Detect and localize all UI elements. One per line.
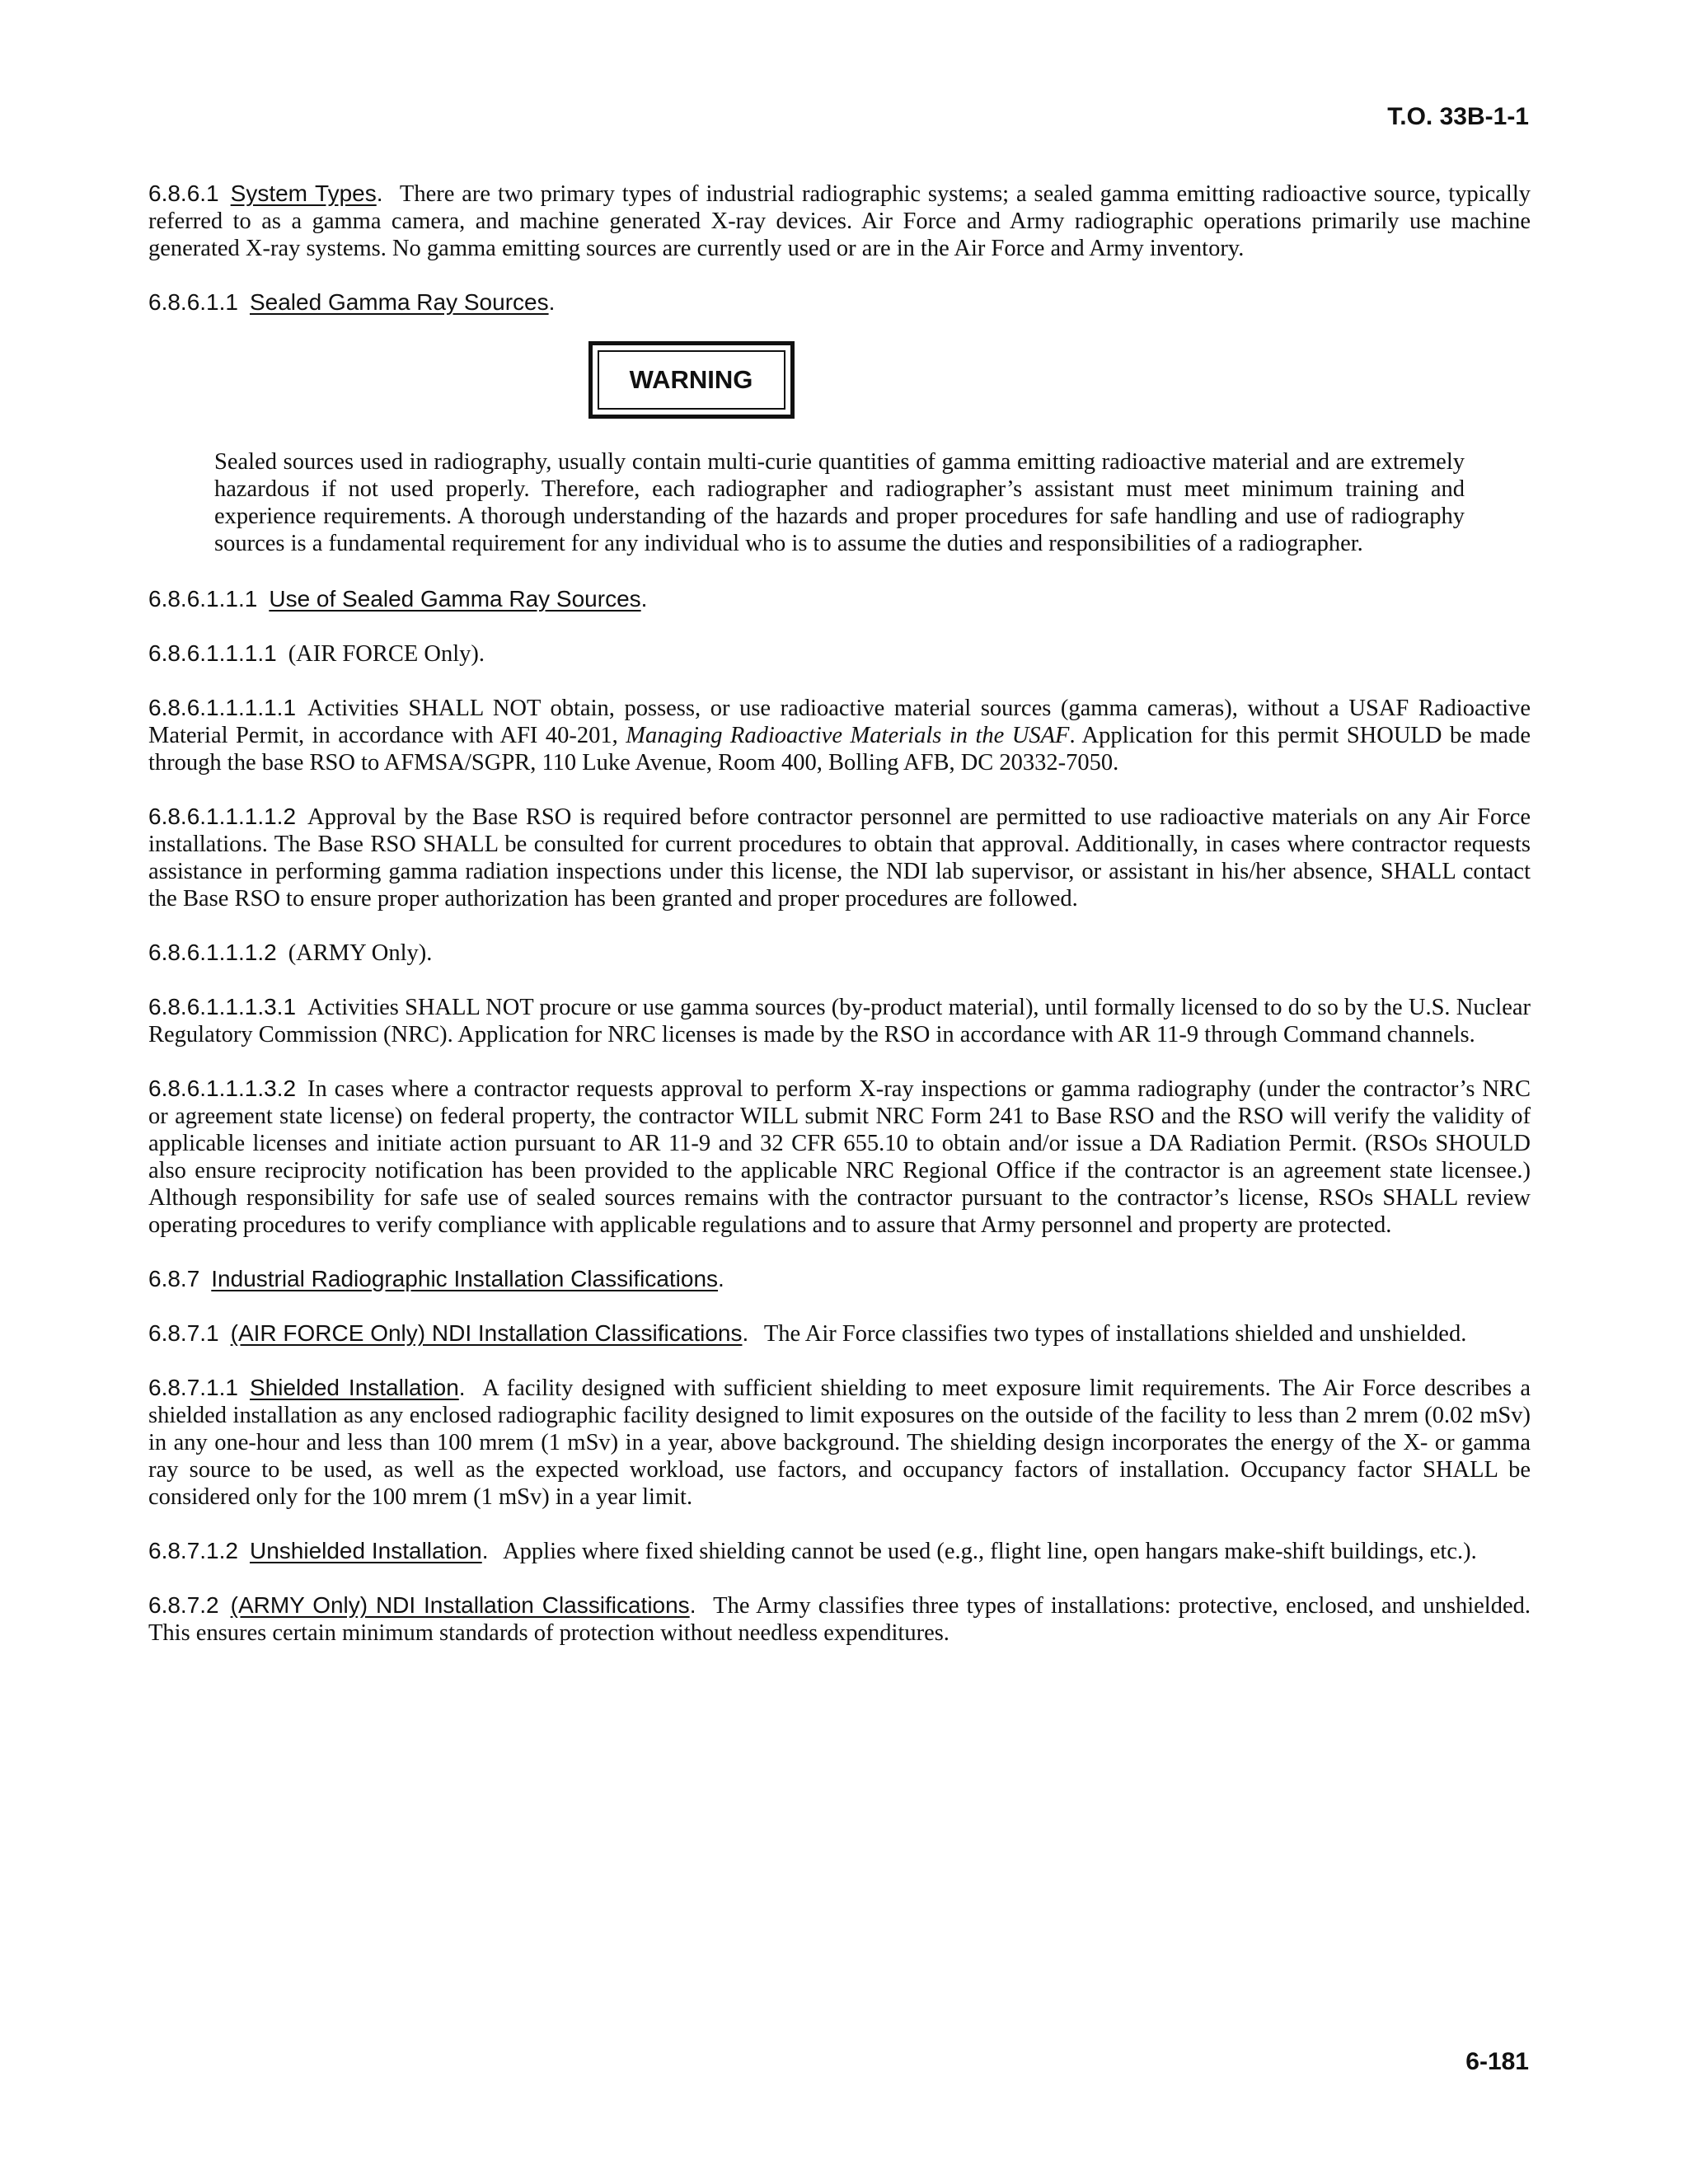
paragraph-number: 6.8.6.1	[148, 180, 219, 206]
page-number: 6-181	[1465, 2048, 1529, 2075]
paragraph-6-8-6-1-1	[148, 288, 1531, 316]
paragraph-6-8-6-1-1-1	[148, 585, 1531, 613]
paragraph-6-8-6-1-1-1-1	[148, 640, 1531, 668]
paragraph-6-8-6-1-1-1-1-1	[148, 694, 1531, 776]
title-period: .	[481, 1538, 489, 1563]
paragraph-text: Applies where fixed shielding cannot be used (e.g., flight line, open hangars make-shift buildings, etc.).	[503, 1539, 1477, 1564]
paragraph-number: 6.8.6.1.1.1.1.1	[148, 695, 297, 720]
paragraph-6-8-7	[148, 1265, 1531, 1293]
paragraph-text: The Air Force classifies two types of installations shielded and unshielded.	[763, 1321, 1467, 1347]
paragraph-number: 6.8.7.1	[148, 1320, 219, 1346]
warning-text: Sealed sources used in radiography, usually contain multi-curie quantities of gamma emitting radioactive material and are extremely hazardous if not used properly. Therefore, each radiographer and radiographer’s assistant must meet minimum training and experience requirements. A thorough understanding of the hazards and proper procedures for safe handling and use of radiography sources is a fundamental requirement for any individual who is to assume the duties and responsibilities of a radiographer.	[214, 449, 1465, 556]
title-period: .	[640, 586, 648, 612]
publication-title: Managing Radioactive Materials in the USAF	[626, 723, 1070, 748]
paragraph-number: 6.8.6.1.1.1.3.1	[148, 994, 297, 1019]
paragraph-text: Activities SHALL NOT obtain, possess, or use radioactive material sources (gamma cameras), without a USAF Radioactive Material Permit, in accordance with AFI 40-201,	[148, 696, 1531, 748]
title-period: .	[689, 1592, 696, 1618]
warning-box-container	[148, 341, 1531, 419]
paragraph-title: Shielded Installation	[249, 1375, 459, 1400]
warning-label: WARNING	[598, 350, 785, 410]
paragraph-6-8-6-1-1-1-1-2	[148, 803, 1531, 912]
paragraph-6-8-6-1-1-1-3-1	[148, 993, 1531, 1048]
paragraph-number: 6.8.6.1.1.1.3.2	[148, 1076, 297, 1101]
title-period: .	[742, 1320, 749, 1346]
paragraph-number: 6.8.6.1.1	[148, 289, 238, 315]
document-body	[148, 180, 1531, 1673]
paragraph-number: 6.8.7.2	[148, 1592, 219, 1618]
paragraph-text: Approval by the Base RSO is required before contractor personnel are permitted to use radioactive materials on any Air Force installations. The Base RSO SHALL be consulted for current procedures to obtain that approval. Additionally, in cases where contractor requests assistance in performing gamma radiation inspections under this license, the NDI lab supervisor, or assistant in his/her absence, SHALL contact the Base RSO to ensure proper authorization has been granted and proper procedures are followed.	[148, 804, 1531, 912]
paragraph-6-8-7-1-2	[148, 1537, 1531, 1565]
paragraph-title: Unshielded Installation	[249, 1538, 482, 1563]
paragraph-number: 6.8.7.1.1	[148, 1375, 238, 1400]
paragraph-text: A facility designed with sufficient shielding to meet exposure limit requirements. The Air Force describes a shielded installation as any enclosed radiographic facility designed to limit exposures on the outside of the facility to less than 2 mrem (0.02 mSv) in any one-hour and less than 100 mrem (1 mSv) in a year, above background. The shielding design incorporates the energy of the X- or gamma ray source to be used, as well as the expected workload, use factors, and occupancy factors of installation. Occupancy factor SHALL be considered only for the 100 mrem (1 mSv) in a year limit.	[148, 1376, 1531, 1510]
paragraph-6-8-7-1-1	[148, 1374, 1531, 1511]
document-id-header: T.O. 33B-1-1	[1387, 103, 1529, 130]
paragraph-number: 6.8.7	[148, 1266, 200, 1291]
paragraph-text: There are two primary types of industrial radiographic systems; a sealed gamma emitting radioactive source, typically referred to as a gamma camera, and machine generated X-ray devices. Air Force and Army radiographic operations primarily use machine generated X-ray systems. No gamma emitting sources are currently used or are in the Air Force and Army inventory.	[148, 181, 1531, 261]
paragraph-number: 6.8.6.1.1.1	[148, 586, 258, 612]
paragraph-text: Activities SHALL NOT procure or use gamma sources (by-product material), until formally licensed to do so by the U.S. Nuclear Regulatory Commission (NRC). Application for NRC licenses is made by the RSO in accordance with AR 11-9 through Command channels.	[148, 995, 1531, 1047]
title-period: .	[458, 1375, 466, 1400]
paragraph-title: Sealed Gamma Ray Sources	[249, 289, 549, 315]
paragraph-6-8-7-2	[148, 1591, 1531, 1647]
paragraph-6-8-6-1-1-1-2	[148, 939, 1531, 967]
paragraph-title: (ARMY Only) NDI Installation Classifications	[230, 1592, 690, 1618]
title-period: .	[718, 1266, 724, 1291]
paragraph-text: (AIR FORCE Only).	[288, 641, 485, 667]
paragraph-title: Use of Sealed Gamma Ray Sources	[269, 586, 641, 612]
paragraph-number: 6.8.6.1.1.1.2	[148, 940, 277, 965]
title-period: .	[376, 180, 383, 206]
paragraph-6-8-6-1-1-1-3-2	[148, 1075, 1531, 1239]
paragraph-text: The Army classifies three types of installations: protective, enclosed, and unshielded. This ensures certain minimum standards of protection without needless expenditures.	[148, 1593, 1531, 1646]
paragraph-number: 6.8.6.1.1.1.1.2	[148, 804, 297, 829]
paragraph-text-continued: . Application for this permit SHOULD be made through the base RSO to AFMSA/SGPR, 110 Luke Avenue, Room 400, Bolling AFB, DC 20332-7050.	[148, 723, 1531, 776]
paragraph-6-8-6-1	[148, 180, 1531, 262]
paragraph-title: (AIR FORCE Only) NDI Installation Classifications	[230, 1320, 743, 1346]
paragraph-title: System Types	[230, 180, 377, 206]
paragraph-number: 6.8.6.1.1.1.1	[148, 640, 277, 666]
paragraph-6-8-7-1	[148, 1319, 1531, 1347]
warning-box	[588, 341, 795, 419]
paragraph-text: In cases where a contractor requests approval to perform X-ray inspections or gamma radiography (under the contractor’s NRC or agreement state license) on federal property, the contractor WILL submit NRC Form 241 to Base RSO and the RSO will verify the validity of applicable licenses and initiate action pursuant to AR 11-9 and 32 CFR 655.10 to obtain and/or issue a DA Radiation Permit. (RSOs SHOULD also ensure reciprocity notification has been provided to the applicable NRC Regional Office if the contractor is an agreement state licensee.) Although responsibility for safe use of sealed sources remains with the contractor pursuant to the contractor’s license, RSOs SHALL review operating procedures to verify compliance with applicable regulations and to assure that Army personnel and property are protected.	[148, 1076, 1531, 1238]
title-period: .	[548, 289, 556, 315]
paragraph-text: (ARMY Only).	[288, 940, 433, 966]
paragraph-number: 6.8.7.1.2	[148, 1538, 238, 1563]
paragraph-title: Industrial Radiographic Installation Classifications	[211, 1266, 719, 1291]
